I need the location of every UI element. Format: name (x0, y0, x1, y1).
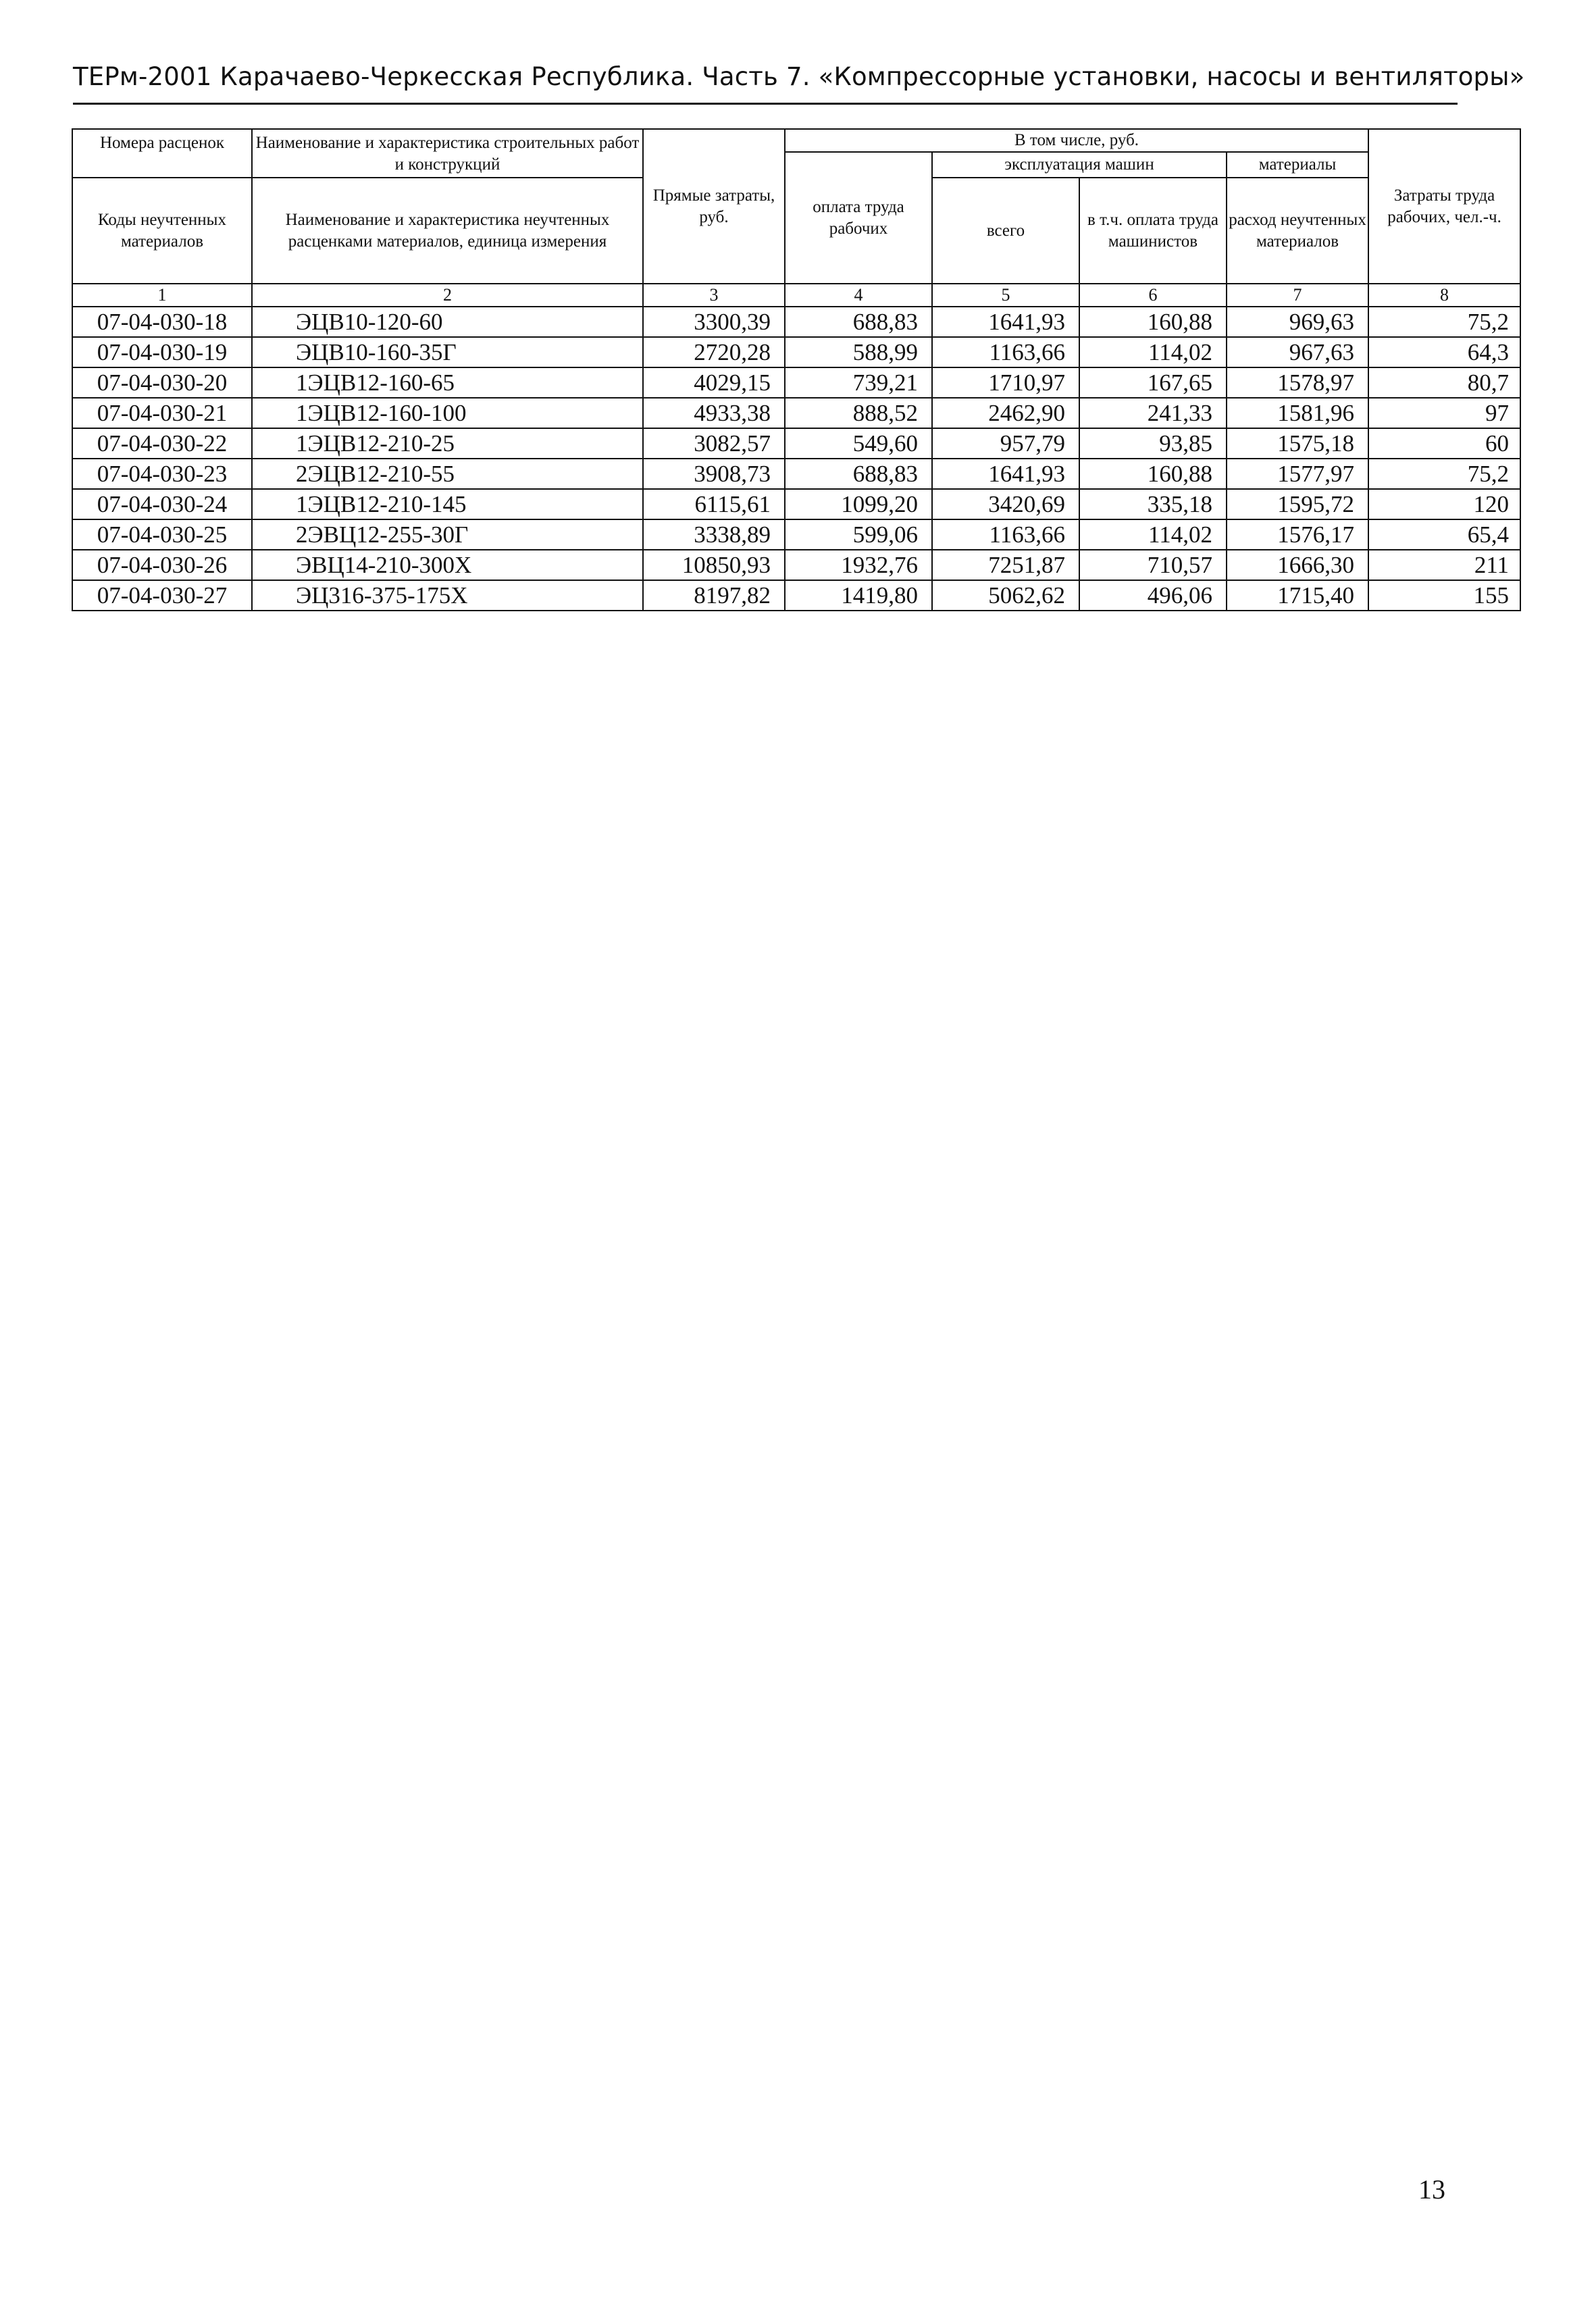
machinists-pay: 335,18 (1079, 489, 1227, 519)
rate-code: 07-04-030-23 (72, 459, 252, 489)
materials-consumption: 1666,30 (1227, 550, 1368, 580)
labor-hours: 75,2 (1368, 307, 1520, 337)
header-material-name: Наименование и характеристика неучтенных расценками материалов, единица измерения (252, 178, 643, 284)
machinists-pay: 160,88 (1079, 307, 1227, 337)
header-machine-operation: эксплуатация машин (932, 152, 1227, 178)
materials-consumption: 1578,97 (1227, 367, 1368, 398)
machinists-pay: 114,02 (1079, 337, 1227, 367)
machines-total: 957,79 (932, 428, 1079, 459)
labor-hours: 155 (1368, 580, 1520, 611)
direct-costs: 3908,73 (643, 459, 785, 489)
machines-total: 1710,97 (932, 367, 1079, 398)
labor-hours: 64,3 (1368, 337, 1520, 367)
direct-costs: 10850,93 (643, 550, 785, 580)
column-number: 6 (1079, 284, 1227, 307)
workers-pay: 588,99 (785, 337, 932, 367)
pump-name: 1ЭЦВ12-210-25 (252, 428, 643, 459)
column-number: 7 (1227, 284, 1368, 307)
table-row (72, 337, 1520, 367)
header-machines-total: всего (932, 178, 1079, 284)
rate-code: 07-04-030-19 (72, 337, 252, 367)
materials-consumption: 1575,18 (1227, 428, 1368, 459)
machinists-pay: 160,88 (1079, 459, 1227, 489)
header-including: В том числе, руб. (785, 129, 1368, 152)
workers-pay: 1099,20 (785, 489, 932, 519)
pump-name: ЭВЦ14-210-300Х (252, 550, 643, 580)
workers-pay: 599,06 (785, 519, 932, 550)
labor-hours: 211 (1368, 550, 1520, 580)
rates-table (72, 128, 1521, 611)
materials-consumption: 1595,72 (1227, 489, 1368, 519)
rate-code: 07-04-030-18 (72, 307, 252, 337)
workers-pay: 1932,76 (785, 550, 932, 580)
header-rate-numbers: Номера расценок (72, 129, 252, 178)
workers-pay: 688,83 (785, 459, 932, 489)
column-number: 2 (252, 284, 643, 307)
rate-code: 07-04-030-22 (72, 428, 252, 459)
header-material-consumption: расход неучтенных материалов (1227, 178, 1368, 284)
direct-costs: 3082,57 (643, 428, 785, 459)
table-row (72, 580, 1520, 611)
rate-code: 07-04-030-24 (72, 489, 252, 519)
workers-pay: 1419,80 (785, 580, 932, 611)
machinists-pay: 710,57 (1079, 550, 1227, 580)
column-number-row (72, 284, 1520, 307)
header-labor-hours: Затраты труда рабочих, чел.-ч. (1368, 129, 1520, 284)
header-direct-costs: Прямые затраты, руб. (643, 129, 785, 284)
header-machinists-pay: в т.ч. оплата труда машинистов (1079, 178, 1227, 284)
direct-costs: 6115,61 (643, 489, 785, 519)
rate-code: 07-04-030-27 (72, 580, 252, 611)
direct-costs: 3338,89 (643, 519, 785, 550)
machines-total: 1641,93 (932, 459, 1079, 489)
header-work-name: Наименование и характеристика строительных работ и конструкций (252, 129, 643, 178)
direct-costs: 2720,28 (643, 337, 785, 367)
machinists-pay: 114,02 (1079, 519, 1227, 550)
table-row (72, 459, 1520, 489)
rate-code: 07-04-030-20 (72, 367, 252, 398)
labor-hours: 97 (1368, 398, 1520, 428)
pump-name: ЭЦ316-375-175Х (252, 580, 643, 611)
machines-total: 7251,87 (932, 550, 1079, 580)
materials-consumption: 1581,96 (1227, 398, 1368, 428)
pump-name: 1ЭЦВ12-210-145 (252, 489, 643, 519)
rate-code: 07-04-030-26 (72, 550, 252, 580)
materials-consumption: 969,63 (1227, 307, 1368, 337)
machines-total: 1163,66 (932, 519, 1079, 550)
column-number: 5 (932, 284, 1079, 307)
header-materials-group: материалы (1227, 152, 1368, 178)
table-row (72, 367, 1520, 398)
direct-costs: 4933,38 (643, 398, 785, 428)
direct-costs: 3300,39 (643, 307, 785, 337)
direct-costs: 4029,15 (643, 367, 785, 398)
machines-total: 5062,62 (932, 580, 1079, 611)
table-row (72, 398, 1520, 428)
header-material-codes: Коды неучтенных материалов (72, 178, 252, 284)
header-rule (73, 103, 1458, 105)
pump-name: 1ЭЦВ12-160-65 (252, 367, 643, 398)
machines-total: 2462,90 (932, 398, 1079, 428)
labor-hours: 60 (1368, 428, 1520, 459)
machinists-pay: 167,65 (1079, 367, 1227, 398)
labor-hours: 75,2 (1368, 459, 1520, 489)
table-row (72, 550, 1520, 580)
materials-consumption: 967,63 (1227, 337, 1368, 367)
labor-hours: 120 (1368, 489, 1520, 519)
machines-total: 1641,93 (932, 307, 1079, 337)
page-header: ТЕРм-2001 Карачаево-Черкесская Республика. Часть 7. «Компрессорные установки, насосы и вентиляторы» (73, 62, 1525, 91)
machinists-pay: 241,33 (1079, 398, 1227, 428)
labor-hours: 80,7 (1368, 367, 1520, 398)
pump-name: ЭЦВ10-160-35Г (252, 337, 643, 367)
rate-code: 07-04-030-21 (72, 398, 252, 428)
machinists-pay: 496,06 (1079, 580, 1227, 611)
pump-name: 1ЭЦВ12-160-100 (252, 398, 643, 428)
workers-pay: 688,83 (785, 307, 932, 337)
table-row (72, 307, 1520, 337)
pump-name: 2ЭВЦ12-255-30Г (252, 519, 643, 550)
pump-name: 2ЭЦВ12-210-55 (252, 459, 643, 489)
column-number: 8 (1368, 284, 1520, 307)
pump-name: ЭЦВ10-120-60 (252, 307, 643, 337)
page-number: 13 (1418, 2174, 1445, 2205)
machines-total: 1163,66 (932, 337, 1079, 367)
rate-code: 07-04-030-25 (72, 519, 252, 550)
column-number: 3 (643, 284, 785, 307)
header-workers-pay: оплата труда рабочих (785, 152, 932, 284)
materials-consumption: 1576,17 (1227, 519, 1368, 550)
table-row (72, 428, 1520, 459)
table-row (72, 489, 1520, 519)
machines-total: 3420,69 (932, 489, 1079, 519)
workers-pay: 739,21 (785, 367, 932, 398)
machinists-pay: 93,85 (1079, 428, 1227, 459)
table-row (72, 519, 1520, 550)
column-number: 4 (785, 284, 932, 307)
labor-hours: 65,4 (1368, 519, 1520, 550)
materials-consumption: 1715,40 (1227, 580, 1368, 611)
workers-pay: 549,60 (785, 428, 932, 459)
workers-pay: 888,52 (785, 398, 932, 428)
direct-costs: 8197,82 (643, 580, 785, 611)
materials-consumption: 1577,97 (1227, 459, 1368, 489)
column-number: 1 (72, 284, 252, 307)
